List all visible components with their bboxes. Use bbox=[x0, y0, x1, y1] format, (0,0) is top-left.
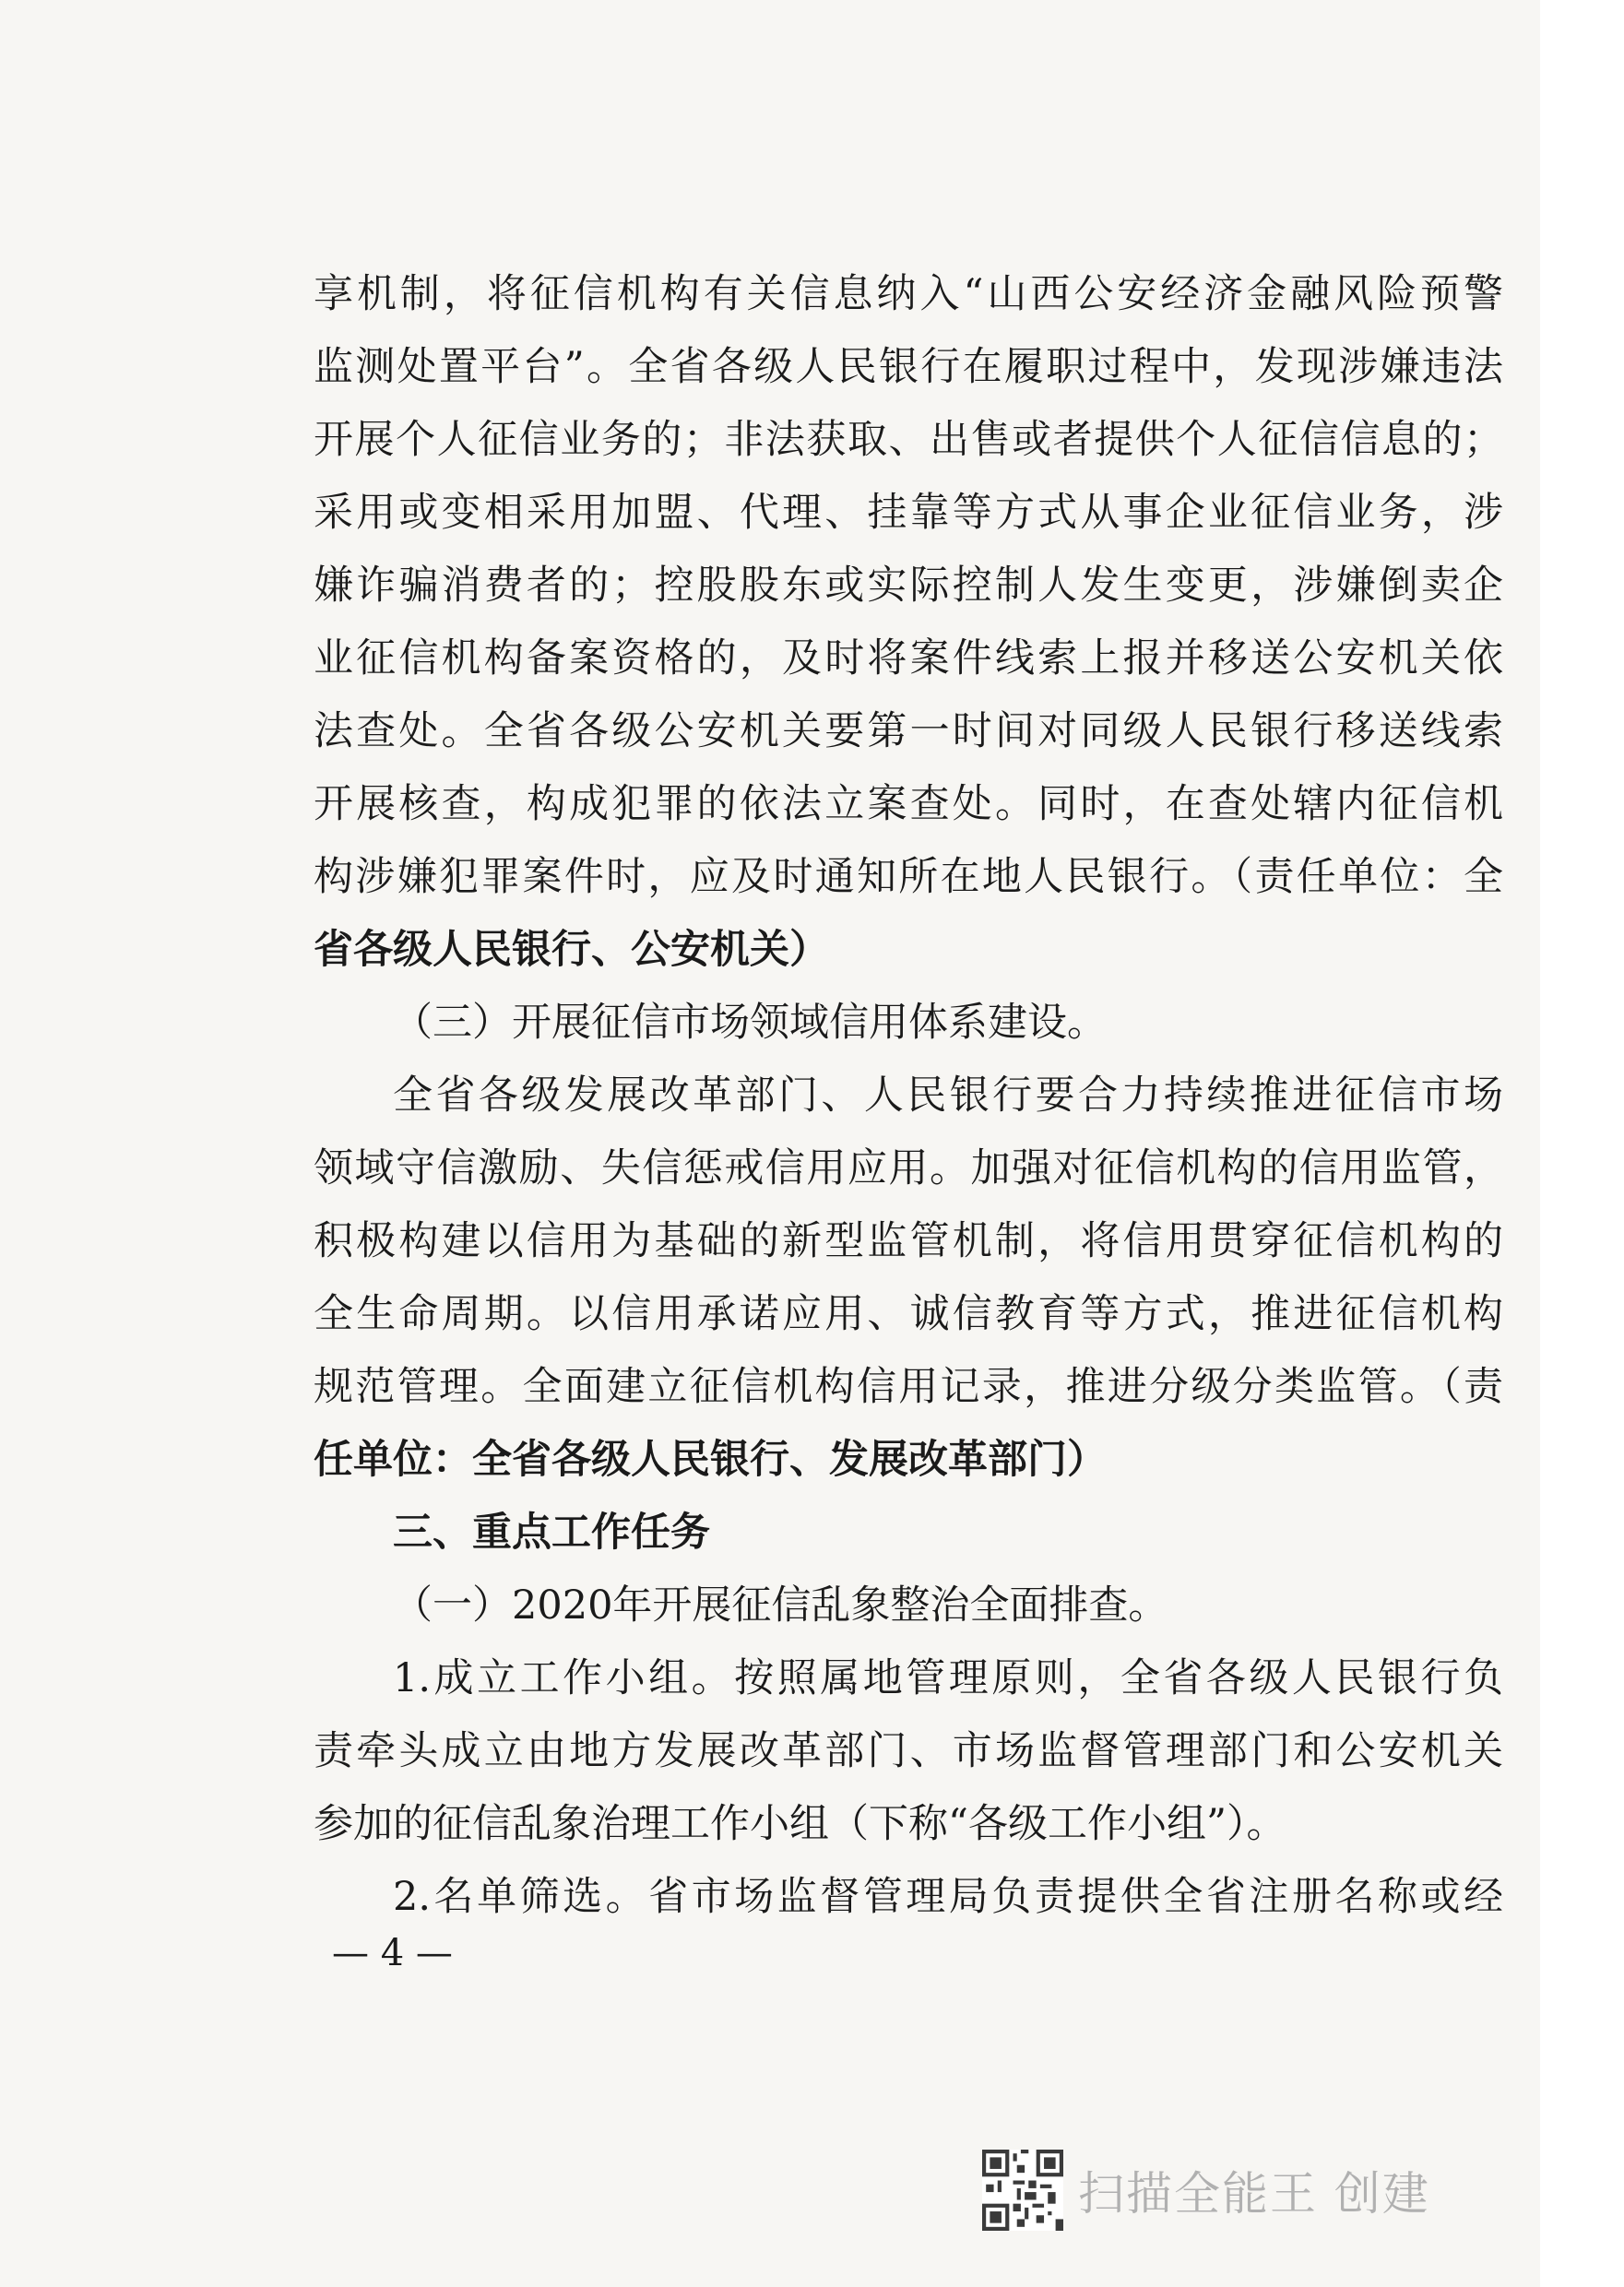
text-line: 构涉嫌犯罪案件时，应及时通知所在地人民银行。（责任单位：全 bbox=[314, 854, 1503, 900]
text-line: 全省各级发展改革部门、人民银行要合力持续推进征信市场 bbox=[393, 1072, 1503, 1119]
page-number: — 4 — bbox=[332, 1932, 453, 1974]
text-line: 规范管理。全面建立征信机构信用记录，推进分级分类监管。（责 bbox=[314, 1364, 1503, 1410]
text-line: 监测处置平台”。全省各级人民银行在履职过程中，发现涉嫌违法 bbox=[314, 344, 1503, 390]
watermark-text: 扫描全能王 创建 bbox=[1078, 2167, 1430, 2221]
text-line: 开展个人征信业务的；非法获取、出售或者提供个人征信信息的； bbox=[314, 417, 1503, 463]
text-line: 积极构建以信用为基础的新型监管机制，将信用贯穿征信机构的 bbox=[314, 1218, 1503, 1264]
text-line: 法查处。全省各级公安机关要第一时间对同级人民银行移送线索 bbox=[314, 708, 1503, 754]
text-line: 业征信机构备案资格的，及时将案件线索上报并移送公安机关依 bbox=[314, 635, 1503, 681]
scan-margin bbox=[1540, 0, 1624, 2287]
section-heading: 三、重点工作任务 bbox=[393, 1510, 710, 1556]
text-line: 嫌诈骗消费者的；控股股东或实际控制人发生变更，涉嫌倒卖企 bbox=[314, 563, 1503, 609]
text-line: 全生命周期。以信用承诺应用、诚信教育等方式，推进征信机构 bbox=[314, 1291, 1503, 1337]
text-line: 任单位：全省各级人民银行、发展改革部门） bbox=[314, 1437, 1107, 1483]
text-line: 参加的征信乱象治理工作小组（下称“各级工作小组”）。 bbox=[314, 1801, 1286, 1847]
text-line: 1.成立工作小组。按照属地管理原则，全省各级人民银行负 bbox=[393, 1655, 1503, 1701]
document-body bbox=[314, 258, 1503, 1934]
text-line: 责牵头成立由地方发展改革部门、市场监督管理部门和公安机关 bbox=[314, 1728, 1503, 1774]
text-line: 省各级人民银行、公安机关） bbox=[314, 927, 829, 973]
text-line: 采用或变相采用加盟、代理、挂靠等方式从事企业征信业务，涉 bbox=[314, 490, 1503, 536]
text-line: 享机制，将征信机构有关信息纳入“山西公安经济金融风险预警 bbox=[314, 271, 1503, 317]
text-line: 领域守信激励、失信惩戒信用应用。加强对征信机构的信用监管， bbox=[314, 1145, 1503, 1191]
text-line: 开展核查，构成犯罪的依法立案查处。同时，在查处辖内征信机 bbox=[314, 781, 1503, 827]
text-line: 2.名单筛选。省市场监督管理局负责提供全省注册名称或经 bbox=[393, 1874, 1503, 1920]
scanner-watermark bbox=[982, 2149, 1430, 2232]
subsection-heading: （一）2020年开展征信乱象整治全面排查。 bbox=[393, 1582, 1168, 1629]
qr-code-icon bbox=[982, 2150, 1063, 2231]
subsection-heading: （三）开展征信市场领域信用体系建设。 bbox=[393, 1000, 1107, 1046]
